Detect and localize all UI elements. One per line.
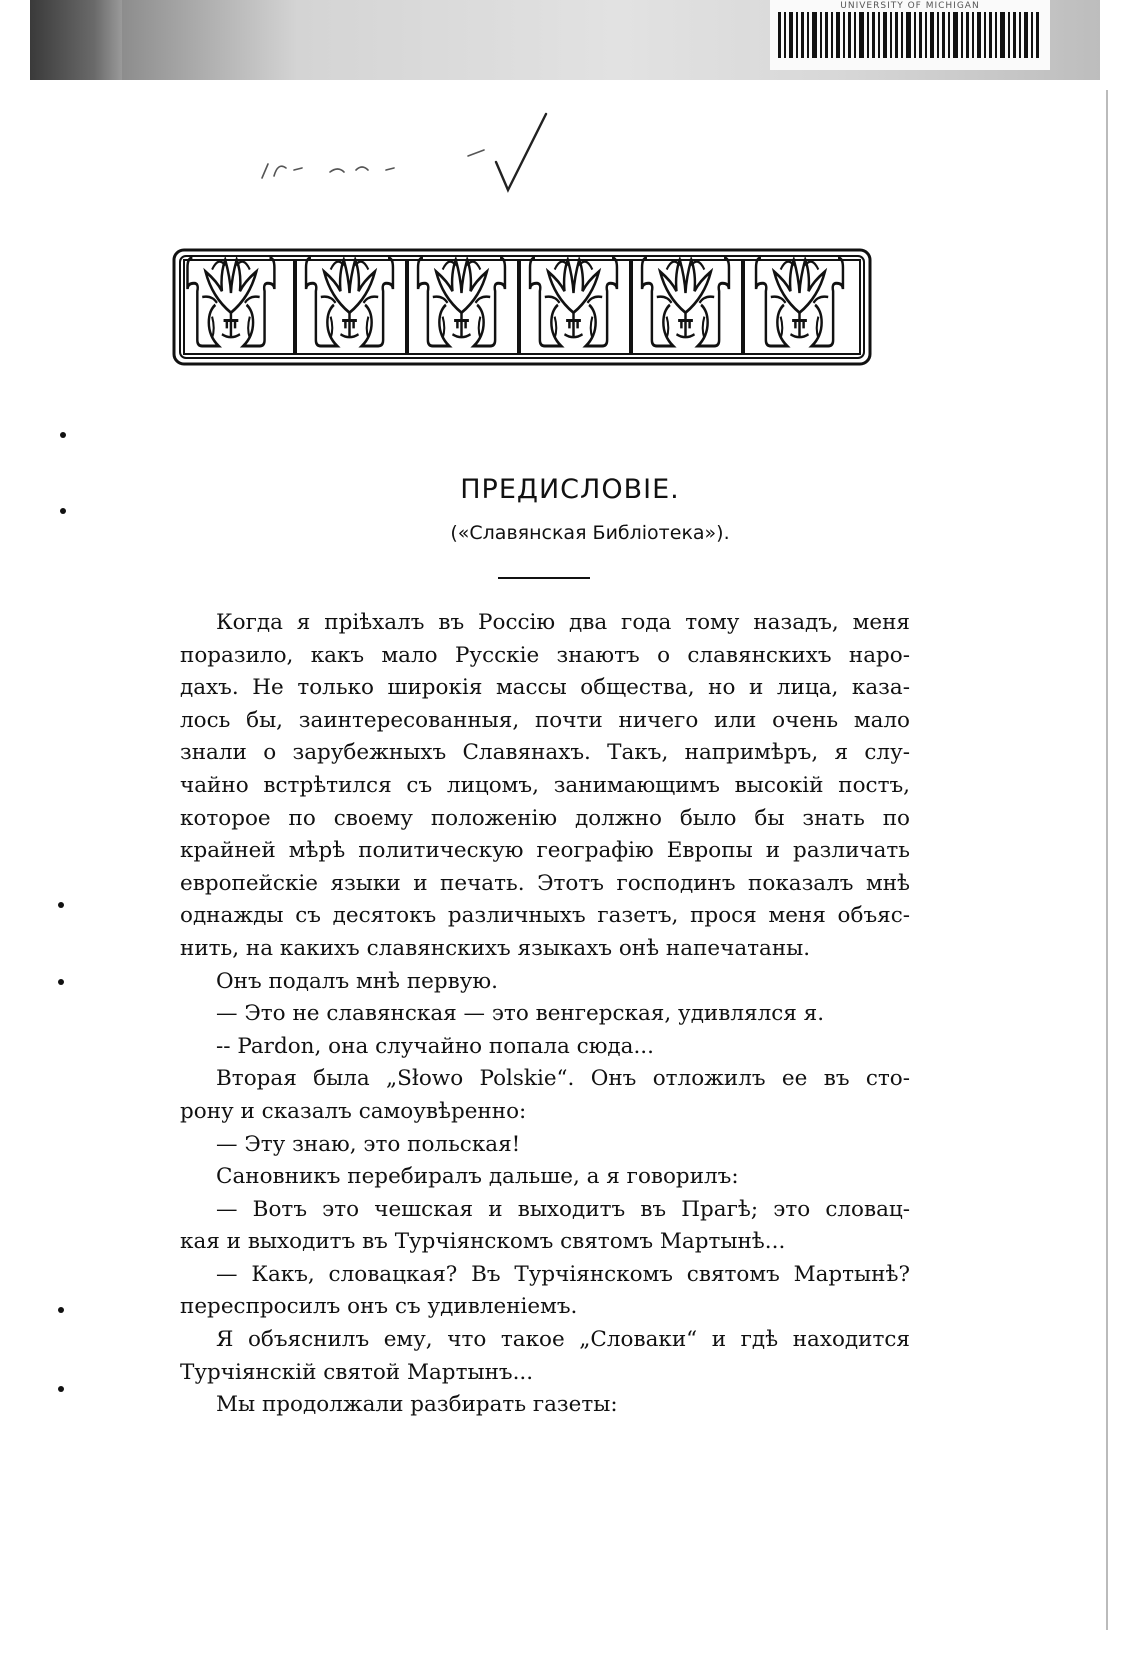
barcode-icon bbox=[778, 12, 1042, 64]
handwritten-mark-icon bbox=[260, 110, 560, 200]
text-line: знали о зарубежныхъ Славянахъ. Такъ, напримѣръ, я слу- bbox=[180, 740, 910, 766]
scan-speck bbox=[60, 508, 66, 514]
body-text bbox=[180, 607, 910, 1422]
text-line: европейскіе языки и печать. Этотъ господинъ показалъ мнѣ bbox=[180, 870, 910, 896]
text-line: чайно встрѣтился съ лицомъ, занимающимъ высокій постъ, bbox=[180, 772, 910, 798]
page-subtitle: («Славянская Библіотека»). bbox=[450, 522, 730, 544]
scan-speck bbox=[58, 902, 64, 908]
text-line: Мы продолжали разбирать газеты: bbox=[216, 1392, 618, 1418]
text-line: нить, на какихъ славянскихъ языкахъ онѣ напечатаны. bbox=[180, 935, 811, 961]
scan-speck bbox=[58, 1307, 64, 1313]
text-line: однажды съ десятокъ различныхъ газетъ, прося меня объяс- bbox=[180, 903, 910, 929]
scan-speck bbox=[60, 432, 66, 438]
title-divider bbox=[498, 577, 590, 579]
text-line: лось бы, заинтересованныя, почти ничего или очень мало bbox=[180, 707, 910, 733]
text-line: — Эту знаю, это польская! bbox=[216, 1131, 521, 1157]
text-line: кая и выходитъ въ Турчіянскомъ святомъ Мартынѣ... bbox=[180, 1229, 786, 1255]
scan-speck bbox=[58, 979, 64, 985]
text-line: рону и сказалъ самоувѣренно: bbox=[180, 1098, 527, 1124]
text-line: — Какъ, словацкая? Въ Турчіянскомъ святомъ Мартынѣ? bbox=[216, 1261, 910, 1287]
page-edge-line bbox=[1106, 90, 1108, 1630]
text-line: Когда я пріѣхалъ въ Россію два года тому назадъ, меня bbox=[216, 610, 910, 635]
text-line: Сановникъ перебиралъ дальше, а я говорилъ: bbox=[216, 1164, 739, 1190]
text-line: -- Pardon, она случайно попала сюда... bbox=[216, 1033, 654, 1059]
text-line: поразило, какъ мало Русскіе знаютъ о славянскихъ наро- bbox=[180, 642, 910, 668]
text-line: Вторая была „Słowo Polskie“. Онъ отложилъ ее въ сто- bbox=[216, 1066, 910, 1092]
ornamental-border bbox=[172, 248, 872, 366]
text-line: — Это не славянская — это венгерская, удивлялся я. bbox=[216, 1001, 825, 1027]
text-line: переспросилъ онъ съ удивленіемъ. bbox=[180, 1294, 578, 1320]
text-line: Онъ подалъ мнѣ первую. bbox=[216, 968, 498, 994]
text-line: дахъ. Не только широкія массы общества, но и лица, каза- bbox=[180, 675, 910, 701]
library-name: UNIVERSITY OF MICHIGAN bbox=[840, 1, 980, 11]
text-line: которое по своему положенію должно было бы знать по bbox=[180, 805, 910, 831]
text-line: Турчіянскій святой Мартынъ... bbox=[180, 1359, 534, 1385]
scan-speck bbox=[58, 1386, 64, 1392]
text-line: Я объяснилъ ему, что такое „Словаки“ и гдѣ находится bbox=[216, 1327, 910, 1353]
library-barcode-label bbox=[770, 0, 1050, 70]
text-line: — Вотъ это чешская и выходитъ въ Прагѣ; это словац- bbox=[216, 1196, 910, 1222]
page-title: ПРЕДИСЛОВІЕ. bbox=[460, 474, 680, 505]
book-binding bbox=[30, 0, 122, 80]
text-line: крайней мѣрѣ политическую географію Европы и различать bbox=[180, 838, 910, 864]
